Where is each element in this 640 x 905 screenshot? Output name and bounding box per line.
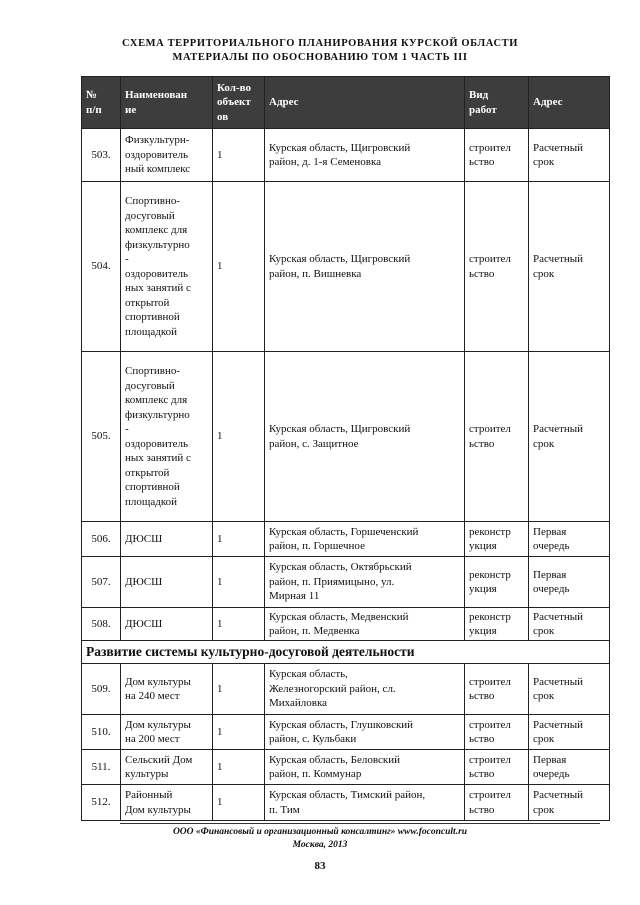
row-work: строител ьство (465, 750, 529, 785)
row-work: реконстр укция (465, 557, 529, 608)
row-number: 509. (82, 664, 121, 715)
table-row (82, 715, 610, 750)
row-name: ДЮСШ (121, 608, 213, 641)
row-count: 1 (213, 557, 265, 608)
row-number: 507. (82, 557, 121, 608)
table-row (82, 608, 610, 641)
row-name: Дом культуры на 200 мест (121, 715, 213, 750)
row-count: 1 (213, 750, 265, 785)
section-row (82, 641, 610, 664)
row-term: Первая очередь (529, 522, 610, 557)
table-row (82, 750, 610, 785)
row-address: Курская область, Тимский район, п. Тим (265, 785, 465, 821)
table-row (82, 352, 610, 522)
document-subtitle: МАТЕРИАЛЫ ПО ОБОСНОВАНИЮ ТОМ 1 ЧАСТЬ III (172, 52, 468, 63)
row-address: Курская область, Глушковский район, с. Кульбаки (265, 715, 465, 750)
row-address: Курская область, Щигровский район, п. Вишневка (265, 182, 465, 352)
table-row (82, 129, 610, 182)
objects-table (81, 76, 610, 821)
row-count: 1 (213, 129, 265, 182)
row-address: Курская область, Беловский район, п. Коммунар (265, 750, 465, 785)
table-row (82, 557, 610, 608)
row-work: реконстр укция (465, 522, 529, 557)
table-row (82, 522, 610, 557)
row-term: Расчетный срок (529, 352, 610, 522)
row-count: 1 (213, 352, 265, 522)
row-work: строител ьство (465, 715, 529, 750)
row-term: Расчетный срок (529, 129, 610, 182)
row-term: Расчетный срок (529, 664, 610, 715)
col-header-term: Адрес (529, 77, 610, 129)
row-count: 1 (213, 664, 265, 715)
row-number: 510. (82, 715, 121, 750)
row-term: Расчетный срок (529, 608, 610, 641)
row-address: Курская область, Щигровский район, д. 1-я Семеновка (265, 129, 465, 182)
row-count: 1 (213, 522, 265, 557)
row-count: 1 (213, 182, 265, 352)
footer-divider (120, 823, 600, 824)
row-count: 1 (213, 608, 265, 641)
footer-city: Москва, 2013 (292, 840, 348, 850)
row-work: строител ьство (465, 182, 529, 352)
row-address: Курская область, Октябрьский район, п. Приямицыно, ул. Мирная 11 (265, 557, 465, 608)
row-address: Курская область, Горшеченский район, п. Горшечное (265, 522, 465, 557)
row-name: Сельский Дом культуры (121, 750, 213, 785)
row-number: 503. (82, 129, 121, 182)
row-number: 506. (82, 522, 121, 557)
section-title: Развитие системы культурно-досуговой деятельности (82, 641, 610, 664)
col-header-count: Кол-во объект ов (213, 77, 265, 129)
col-header-address: Адрес (265, 77, 465, 129)
row-number: 504. (82, 182, 121, 352)
row-term: Первая очередь (529, 557, 610, 608)
row-count: 1 (213, 785, 265, 821)
row-count: 1 (213, 715, 265, 750)
row-work: строител ьство (465, 352, 529, 522)
row-name: Физкультурн- оздоровитель ный комплекс (121, 129, 213, 182)
document-title: СХЕМА ТЕРРИТОРИАЛЬНОГО ПЛАНИРОВАНИЯ КУРСКОЙ ОБЛАСТИ (121, 38, 519, 49)
page-number: 83 (314, 860, 326, 872)
row-work: строител ьство (465, 785, 529, 821)
row-address: Курская область, Железногорский район, сл. Михайловка (265, 664, 465, 715)
row-term: Первая очередь (529, 750, 610, 785)
row-term: Расчетный срок (529, 785, 610, 821)
row-term: Расчетный срок (529, 715, 610, 750)
row-number: 511. (82, 750, 121, 785)
col-header-name: Наименован ие (121, 77, 213, 129)
row-term: Расчетный срок (529, 182, 610, 352)
row-work: строител ьство (465, 664, 529, 715)
table-row (82, 182, 610, 352)
row-number: 512. (82, 785, 121, 821)
col-header-number: № п/п (82, 77, 121, 129)
footer-company: ООО «Финансовый и организационный консалтинг» www.foconcult.ru (172, 827, 468, 837)
row-number: 505. (82, 352, 121, 522)
row-work: реконстр укция (465, 608, 529, 641)
row-address: Курская область, Медвенский район, п. Медвенка (265, 608, 465, 641)
table-row (82, 664, 610, 715)
row-name: ДЮСШ (121, 522, 213, 557)
row-number: 508. (82, 608, 121, 641)
row-name: ДЮСШ (121, 557, 213, 608)
row-name: Дом культуры на 240 мест (121, 664, 213, 715)
row-address: Курская область, Щигровский район, с. Защитное (265, 352, 465, 522)
row-name: Спортивно- досуговый комплекс для физкультурно - оздоровитель ных занятий с открытой спортивной площадкой (121, 352, 213, 522)
table-row (82, 785, 610, 821)
row-name: Районный Дом культуры (121, 785, 213, 821)
col-header-work: Вид работ (465, 77, 529, 129)
row-work: строител ьство (465, 129, 529, 182)
row-name: Спортивно- досуговый комплекс для физкультурно - оздоровитель ных занятий с открытой спортивной площадкой (121, 182, 213, 352)
